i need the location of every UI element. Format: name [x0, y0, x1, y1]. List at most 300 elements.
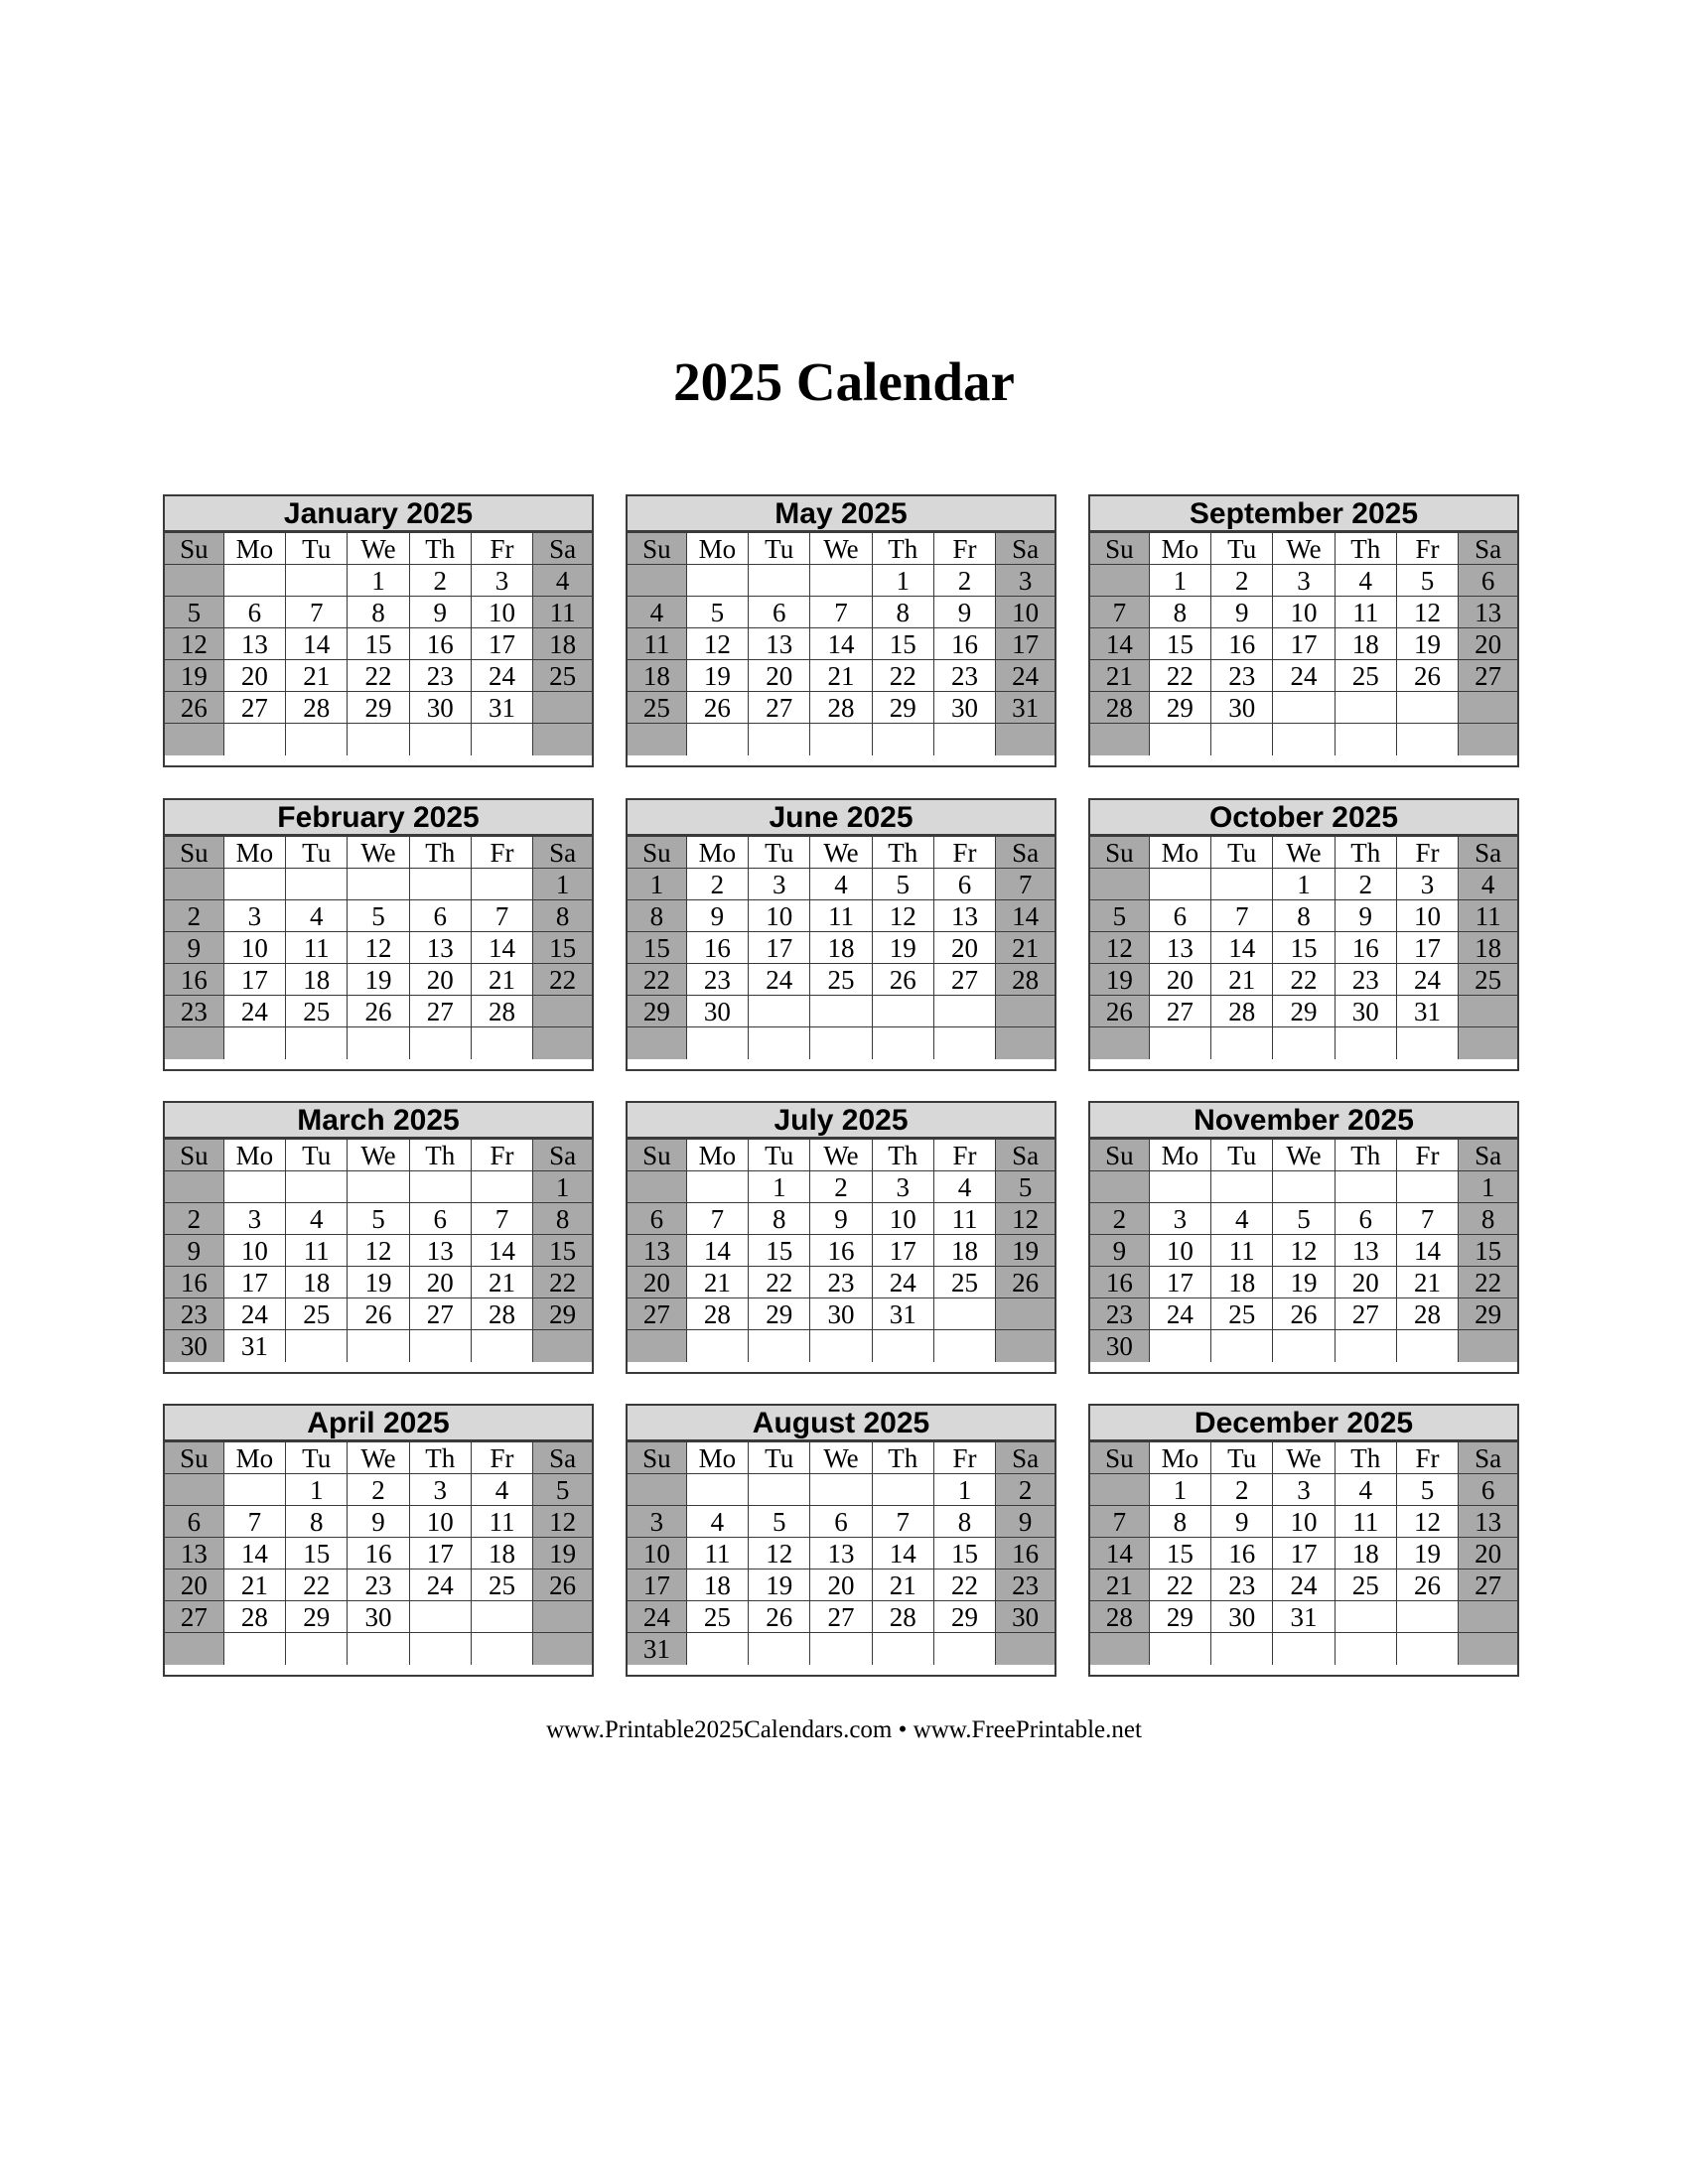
weekday-label: Sa [1459, 1140, 1517, 1171]
day-cell: 22 [628, 964, 686, 996]
weekday-label: Sa [533, 837, 592, 869]
weekday-label: Th [409, 533, 471, 565]
day-cell: 25 [533, 660, 592, 692]
day-cell: 26 [996, 1267, 1055, 1298]
day-cell [1211, 1171, 1273, 1203]
day-cell: 27 [628, 1298, 686, 1330]
day-cell [628, 724, 686, 755]
day-cell: 24 [628, 1601, 686, 1633]
day-cell: 6 [1149, 900, 1210, 932]
week-row [165, 1027, 592, 1059]
day-cell: 30 [165, 1330, 223, 1362]
day-cell: 29 [872, 692, 933, 724]
day-cell: 23 [933, 660, 995, 692]
day-cell [1335, 692, 1396, 724]
day-cell: 21 [223, 1570, 285, 1601]
weekday-label: Fr [1396, 1442, 1458, 1474]
day-cell [471, 1601, 532, 1633]
day-cell [223, 1027, 285, 1059]
week-row [165, 869, 592, 900]
day-cell: 21 [996, 932, 1055, 964]
day-cell: 5 [533, 1474, 592, 1506]
day-cell: 20 [1149, 964, 1210, 996]
day-cell [1149, 724, 1210, 755]
week-row [1090, 869, 1517, 900]
day-cell: 14 [996, 900, 1055, 932]
day-cell [872, 1633, 933, 1665]
day-cell [1459, 1027, 1517, 1059]
weekday-label: We [348, 837, 409, 869]
weekday-label: Mo [686, 1442, 748, 1474]
month-march [163, 1101, 594, 1374]
day-cell: 15 [1459, 1235, 1517, 1267]
day-cell [471, 1027, 532, 1059]
day-cell: 8 [533, 1203, 592, 1235]
day-cell: 25 [810, 964, 872, 996]
day-cell: 16 [1090, 1267, 1149, 1298]
week-row [628, 660, 1055, 692]
day-cell: 15 [348, 628, 409, 660]
day-cell: 18 [810, 932, 872, 964]
day-cell [471, 1330, 532, 1362]
day-cell: 20 [1459, 1538, 1517, 1570]
weekday-label: Fr [471, 533, 532, 565]
weekday-label: Tu [749, 533, 810, 565]
day-cell: 27 [223, 692, 285, 724]
day-cell: 14 [223, 1538, 285, 1570]
day-cell [1211, 869, 1273, 900]
month-title: April 2025 [165, 1406, 592, 1441]
day-cell: 8 [1459, 1203, 1517, 1235]
day-cell [810, 1330, 872, 1362]
day-cell: 31 [1273, 1601, 1335, 1633]
week-row [1090, 964, 1517, 996]
day-cell: 15 [533, 932, 592, 964]
weekday-label: Sa [533, 1442, 592, 1474]
month-title: November 2025 [1090, 1103, 1517, 1139]
day-cell: 25 [1211, 1298, 1273, 1330]
month-day-grid [628, 836, 1055, 1059]
day-cell: 10 [223, 932, 285, 964]
day-cell: 28 [223, 1601, 285, 1633]
week-row [1090, 628, 1517, 660]
day-cell: 22 [533, 1267, 592, 1298]
month-april [163, 1404, 594, 1677]
month-december [1088, 1404, 1519, 1677]
day-cell: 19 [686, 660, 748, 692]
day-cell [165, 869, 223, 900]
weekday-label: We [1273, 1140, 1335, 1171]
month-june [626, 798, 1056, 1071]
day-cell: 26 [686, 692, 748, 724]
day-cell [471, 1633, 532, 1665]
month-january [163, 494, 594, 767]
day-cell: 28 [1090, 692, 1149, 724]
day-cell: 27 [1459, 660, 1517, 692]
day-cell [1090, 1171, 1149, 1203]
day-cell [409, 869, 471, 900]
day-cell [628, 565, 686, 597]
week-row [165, 1601, 592, 1633]
day-cell: 8 [1273, 900, 1335, 932]
day-cell: 10 [872, 1203, 933, 1235]
day-cell: 1 [1149, 565, 1210, 597]
day-cell: 6 [810, 1506, 872, 1538]
day-cell: 18 [933, 1235, 995, 1267]
day-cell: 17 [1396, 932, 1458, 964]
month-title: March 2025 [165, 1103, 592, 1139]
footer [0, 1715, 1688, 1745]
day-cell: 7 [223, 1506, 285, 1538]
weekday-label: Tu [1211, 533, 1273, 565]
week-row [628, 1570, 1055, 1601]
day-cell: 3 [471, 565, 532, 597]
day-cell: 10 [628, 1538, 686, 1570]
day-cell [1396, 1027, 1458, 1059]
day-cell: 19 [533, 1538, 592, 1570]
day-cell: 6 [933, 869, 995, 900]
day-cell: 31 [471, 692, 532, 724]
weekday-label: Mo [223, 1140, 285, 1171]
day-cell: 17 [749, 932, 810, 964]
day-cell: 30 [1211, 692, 1273, 724]
day-cell [933, 724, 995, 755]
day-cell: 7 [1090, 1506, 1149, 1538]
day-cell: 17 [872, 1235, 933, 1267]
day-cell: 29 [933, 1601, 995, 1633]
day-cell: 25 [471, 1570, 532, 1601]
day-cell: 5 [1396, 1474, 1458, 1506]
day-cell [1090, 1633, 1149, 1665]
week-row [1090, 1267, 1517, 1298]
week-row [165, 1235, 592, 1267]
day-cell [286, 869, 348, 900]
footer-site-one: www.Printable2025Calendars.com [546, 1716, 893, 1743]
day-cell [872, 1474, 933, 1506]
day-cell: 16 [165, 964, 223, 996]
week-row [1090, 1570, 1517, 1601]
day-cell: 18 [286, 964, 348, 996]
day-cell [749, 724, 810, 755]
day-cell [872, 996, 933, 1027]
week-row [165, 1538, 592, 1570]
day-cell: 15 [1149, 628, 1210, 660]
day-cell: 27 [409, 996, 471, 1027]
day-cell: 22 [1149, 1570, 1210, 1601]
day-cell: 10 [409, 1506, 471, 1538]
day-cell [1273, 692, 1335, 724]
day-cell [1211, 1027, 1273, 1059]
day-cell: 24 [1273, 1570, 1335, 1601]
day-cell: 28 [1090, 1601, 1149, 1633]
day-cell: 30 [686, 996, 748, 1027]
day-cell: 8 [749, 1203, 810, 1235]
day-cell: 5 [348, 900, 409, 932]
weekday-label: Tu [286, 837, 348, 869]
day-cell: 19 [348, 964, 409, 996]
day-cell: 19 [348, 1267, 409, 1298]
day-cell [810, 724, 872, 755]
month-day-grid [628, 532, 1055, 755]
month-day-grid [628, 1139, 1055, 1362]
week-row [1090, 1474, 1517, 1506]
day-cell: 6 [165, 1506, 223, 1538]
week-row [1090, 1203, 1517, 1235]
day-cell: 14 [471, 932, 532, 964]
day-cell: 31 [996, 692, 1055, 724]
weekday-label: Su [165, 533, 223, 565]
day-cell: 10 [1396, 900, 1458, 932]
day-cell [933, 1298, 995, 1330]
day-cell: 8 [1149, 597, 1210, 628]
day-cell [996, 724, 1055, 755]
weekday-label: Tu [749, 837, 810, 869]
day-cell: 1 [872, 565, 933, 597]
day-cell: 11 [1459, 900, 1517, 932]
week-row [1090, 900, 1517, 932]
weekday-label: Tu [749, 1140, 810, 1171]
weekday-label: Mo [223, 533, 285, 565]
day-cell: 17 [471, 628, 532, 660]
day-cell: 13 [1459, 1506, 1517, 1538]
day-cell: 19 [165, 660, 223, 692]
day-cell: 14 [1090, 628, 1149, 660]
day-cell: 3 [1396, 869, 1458, 900]
day-cell: 20 [409, 1267, 471, 1298]
day-cell [749, 1330, 810, 1362]
day-cell: 25 [1459, 964, 1517, 996]
day-cell: 22 [872, 660, 933, 692]
day-cell [686, 1027, 748, 1059]
weekday-label: We [810, 1442, 872, 1474]
day-cell: 13 [628, 1235, 686, 1267]
day-cell [409, 1601, 471, 1633]
day-cell: 13 [409, 932, 471, 964]
day-cell: 18 [628, 660, 686, 692]
day-cell [223, 1171, 285, 1203]
week-row [628, 900, 1055, 932]
month-title: December 2025 [1090, 1406, 1517, 1441]
day-cell: 24 [223, 1298, 285, 1330]
day-cell: 4 [1335, 565, 1396, 597]
day-cell: 12 [348, 932, 409, 964]
day-cell [872, 724, 933, 755]
day-cell: 8 [286, 1506, 348, 1538]
day-cell: 20 [749, 660, 810, 692]
day-cell: 17 [628, 1570, 686, 1601]
weekday-label: Th [1335, 1140, 1396, 1171]
week-row [165, 1267, 592, 1298]
day-cell: 5 [1090, 900, 1149, 932]
week-row [628, 724, 1055, 755]
day-cell: 3 [872, 1171, 933, 1203]
day-cell: 23 [1090, 1298, 1149, 1330]
day-cell [1149, 1330, 1210, 1362]
week-row [165, 1474, 592, 1506]
day-cell: 25 [628, 692, 686, 724]
day-cell: 19 [1090, 964, 1149, 996]
day-cell: 15 [872, 628, 933, 660]
weekday-label: Th [872, 1140, 933, 1171]
weekday-label: Mo [223, 1442, 285, 1474]
week-row [165, 724, 592, 755]
day-cell [1211, 1633, 1273, 1665]
day-cell: 2 [409, 565, 471, 597]
day-cell: 30 [1090, 1330, 1149, 1362]
week-row [628, 932, 1055, 964]
day-cell [533, 1330, 592, 1362]
day-cell [810, 1027, 872, 1059]
day-cell: 19 [1396, 628, 1458, 660]
weekday-label: Su [628, 1442, 686, 1474]
weekday-label: Su [628, 837, 686, 869]
day-cell: 19 [996, 1235, 1055, 1267]
weekday-label: Fr [1396, 837, 1458, 869]
day-cell [810, 1474, 872, 1506]
day-cell: 30 [348, 1601, 409, 1633]
day-cell: 23 [1211, 660, 1273, 692]
day-cell [533, 692, 592, 724]
day-cell: 17 [409, 1538, 471, 1570]
day-cell [1335, 1633, 1396, 1665]
day-cell: 1 [1459, 1171, 1517, 1203]
day-cell [348, 1330, 409, 1362]
week-row [628, 565, 1055, 597]
day-cell: 3 [628, 1506, 686, 1538]
day-cell: 15 [749, 1235, 810, 1267]
weekday-label: Tu [1211, 1442, 1273, 1474]
day-cell [1335, 1330, 1396, 1362]
month-day-grid [165, 532, 592, 755]
day-cell: 29 [286, 1601, 348, 1633]
week-row [165, 628, 592, 660]
day-cell: 4 [286, 900, 348, 932]
week-row [1090, 1538, 1517, 1570]
day-cell: 7 [286, 597, 348, 628]
day-cell: 16 [165, 1267, 223, 1298]
day-cell: 13 [1335, 1235, 1396, 1267]
day-cell: 7 [1211, 900, 1273, 932]
day-cell: 27 [810, 1601, 872, 1633]
week-row [628, 1506, 1055, 1538]
month-day-grid [1090, 836, 1517, 1059]
day-cell: 28 [810, 692, 872, 724]
day-cell: 20 [1335, 1267, 1396, 1298]
day-cell [872, 1027, 933, 1059]
day-cell [348, 724, 409, 755]
weekday-label: Fr [933, 1140, 995, 1171]
day-cell: 9 [1211, 1506, 1273, 1538]
day-cell: 25 [286, 1298, 348, 1330]
day-cell: 8 [933, 1506, 995, 1538]
day-cell: 14 [1396, 1235, 1458, 1267]
day-cell: 6 [409, 1203, 471, 1235]
day-cell: 1 [933, 1474, 995, 1506]
day-cell: 24 [872, 1267, 933, 1298]
day-cell: 28 [996, 964, 1055, 996]
day-cell: 10 [1149, 1235, 1210, 1267]
week-row [1090, 724, 1517, 755]
weekday-label: Fr [471, 1442, 532, 1474]
week-row [1090, 597, 1517, 628]
day-cell: 11 [1335, 1506, 1396, 1538]
day-cell [471, 869, 532, 900]
day-cell: 27 [409, 1298, 471, 1330]
day-cell: 1 [749, 1171, 810, 1203]
day-cell: 5 [872, 869, 933, 900]
weekday-label: Th [1335, 1442, 1396, 1474]
day-cell: 20 [933, 932, 995, 964]
day-cell: 14 [686, 1235, 748, 1267]
weekday-label: Fr [1396, 533, 1458, 565]
day-cell: 21 [471, 964, 532, 996]
day-cell: 30 [1335, 996, 1396, 1027]
weekday-label: Sa [533, 1140, 592, 1171]
day-cell: 9 [810, 1203, 872, 1235]
week-row [628, 692, 1055, 724]
day-cell [1396, 692, 1458, 724]
day-cell: 15 [628, 932, 686, 964]
day-cell: 28 [1396, 1298, 1458, 1330]
week-row [1090, 1633, 1517, 1665]
day-cell: 15 [533, 1235, 592, 1267]
day-cell: 27 [1459, 1570, 1517, 1601]
weekday-label: Sa [996, 837, 1055, 869]
day-cell: 7 [1090, 597, 1149, 628]
day-cell [628, 1027, 686, 1059]
weekday-label: Sa [1459, 533, 1517, 565]
week-row [165, 1171, 592, 1203]
day-cell: 25 [686, 1601, 748, 1633]
day-cell [533, 1601, 592, 1633]
day-cell [1149, 1633, 1210, 1665]
weekday-label: Mo [1149, 533, 1210, 565]
day-cell [749, 996, 810, 1027]
day-cell: 1 [533, 869, 592, 900]
week-row [628, 1203, 1055, 1235]
day-cell: 5 [1273, 1203, 1335, 1235]
day-cell: 14 [810, 628, 872, 660]
day-cell [1459, 1633, 1517, 1665]
day-cell: 9 [348, 1506, 409, 1538]
weekday-label: Th [1335, 837, 1396, 869]
day-cell: 4 [1459, 869, 1517, 900]
day-cell: 3 [409, 1474, 471, 1506]
day-cell: 12 [1273, 1235, 1335, 1267]
week-row [628, 1474, 1055, 1506]
day-cell: 22 [1459, 1267, 1517, 1298]
day-cell: 13 [810, 1538, 872, 1570]
day-cell: 12 [165, 628, 223, 660]
day-cell [1459, 692, 1517, 724]
day-cell: 16 [348, 1538, 409, 1570]
day-cell [223, 869, 285, 900]
day-cell [1273, 1330, 1335, 1362]
weekday-label: Su [628, 1140, 686, 1171]
week-row [1090, 660, 1517, 692]
day-cell: 18 [533, 628, 592, 660]
week-row [1090, 692, 1517, 724]
day-cell [749, 1474, 810, 1506]
month-day-grid [165, 1139, 592, 1362]
day-cell [1273, 1633, 1335, 1665]
day-cell: 7 [810, 597, 872, 628]
week-row [165, 692, 592, 724]
day-cell: 4 [810, 869, 872, 900]
day-cell: 28 [872, 1601, 933, 1633]
day-cell: 21 [810, 660, 872, 692]
day-cell: 4 [533, 565, 592, 597]
